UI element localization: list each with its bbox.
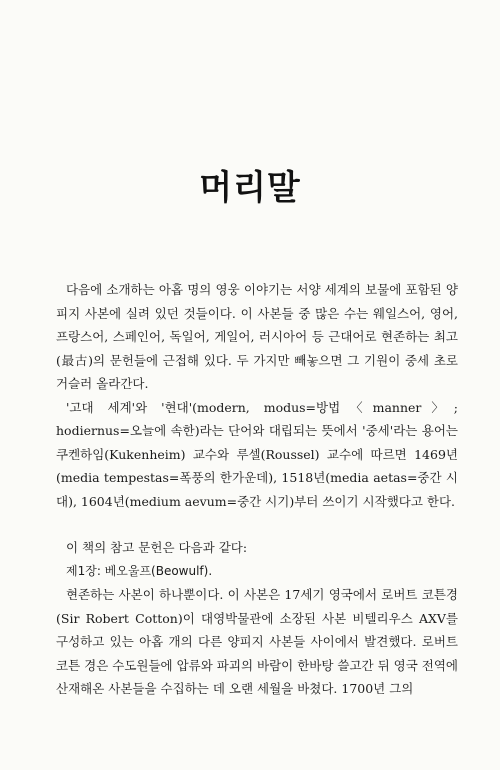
paragraph-references-intro: 이 책의 참고 문헌은 다음과 같다: [66,540,248,555]
paragraph-middle-ages-term: '고대 세계'와 '현대'(modern, modus=방법〈manner〉; hodiernus=오늘에 속한)라는 단어와 대립되는 뜻에서 '중세'라는 용어는 쿠켄하임(Kukenheim) 교수와 루셀(Roussel) 교수에 따르면 1469년(media tempestas=폭풍의 한가운데), 1518년(media aetas=중간 시대), 1604년(medium aevum=중간 시기)부터 쓰이기 시작했다고 한다. [56,399,458,509]
page-title: 머리말 [199,168,301,208]
paragraph-gap [56,513,458,536]
chapter-heading: 제1장: 베오울프(Beowulf). [66,563,213,578]
paragraph-intro: 다음에 소개하는 아홉 명의 영웅 이야기는 서양 세계의 보물에 포함된 양피지 사본에 실려 있던 것들이다. 이 사본들 중 많은 수는 웨일스어, 영어, 프랑스어, 스페인어, 독일어, 게일어, 러시아어 등 근대어로 현존하는 최고(最古)의 문헌들에 근접해 있다. 두 가지만 빼놓으면 그 기원이 중세 초로 거슬러 올라간다. [56,282,458,391]
paragraph-chapter-1: 현존하는 사본이 하나뿐이다. 이 사본은 17세기 영국에서 로버트 코튼경(Sir Robert Cotton)이 대영박물관에 소장된 사본 비텔리우스 AXV를 구성하고 있는 아홉 개의 다른 양피지 사본들 사이에서 발견했다. 로버트 코튼 경은 수도원들에 압류와 파괴의 바람이 한바탕 쓸고간 뒤 영국 전역에 산재해온 사본들을 수집하는 데 오랜 세월을 바쳤다. 1700년 그의 [56,587,458,696]
preface-body [56,278,458,701]
